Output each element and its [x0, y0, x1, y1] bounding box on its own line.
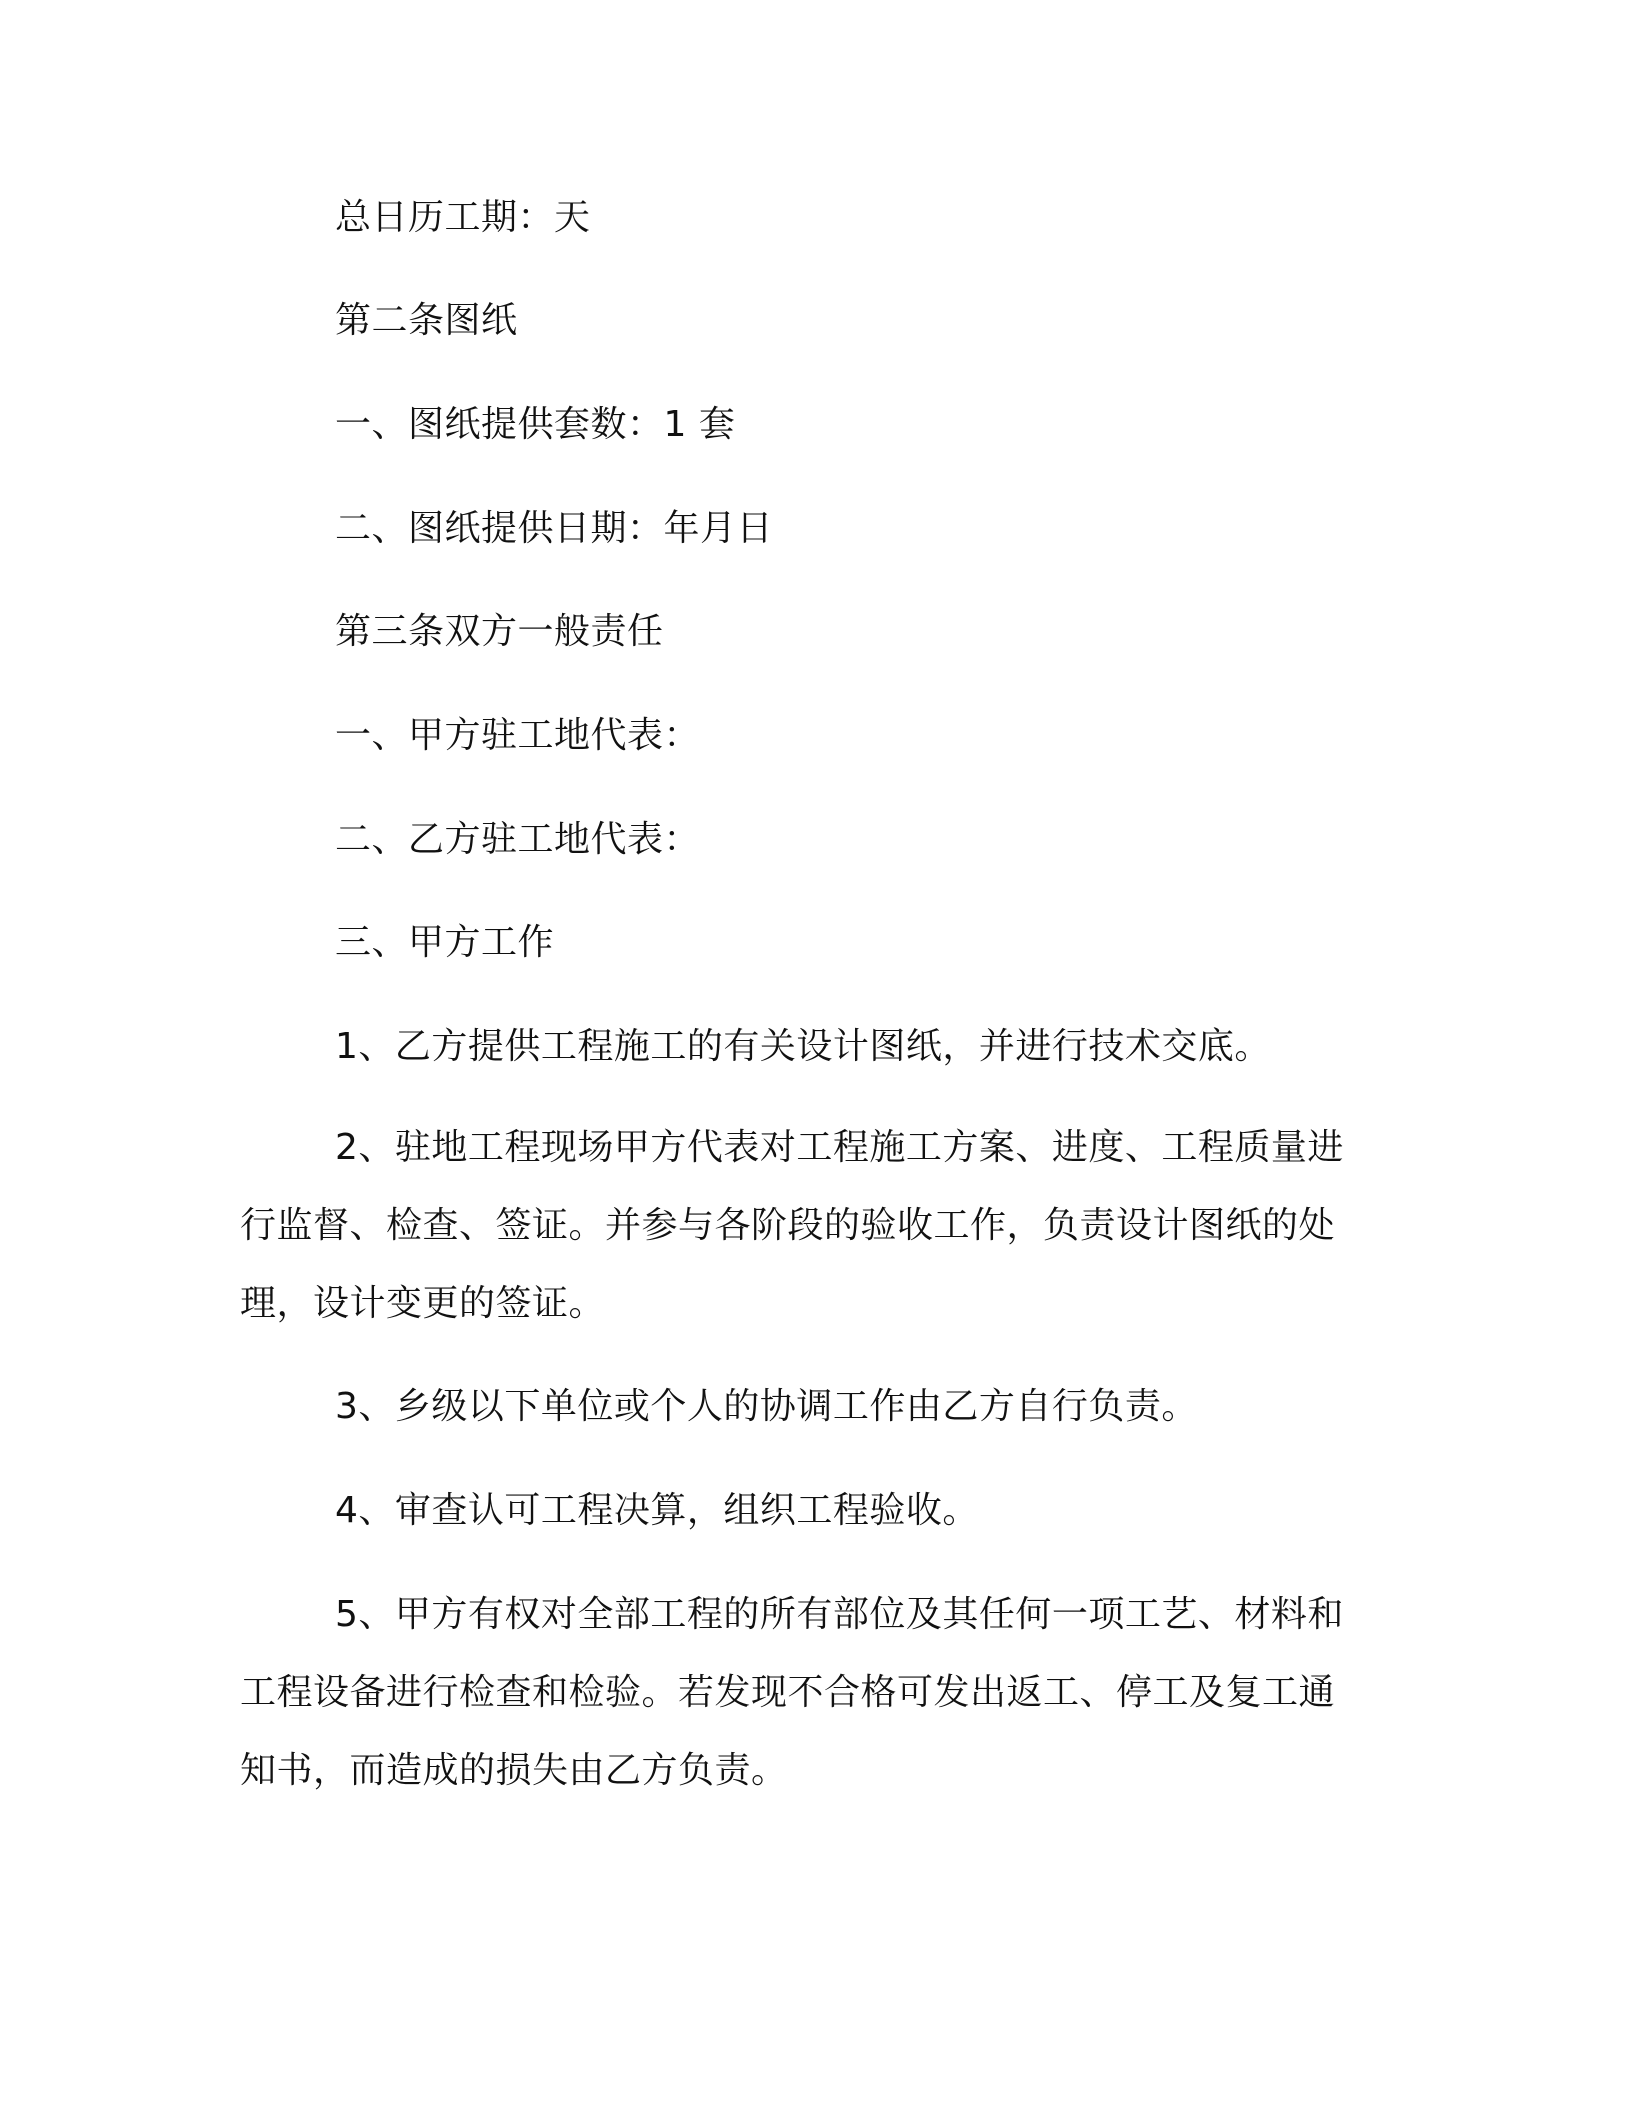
- item-5: 5、甲方有权对全部工程的所有部位及其任何一项工艺、材料和工程设备进行检查和检验。若发现不合格可发出返工、停工及复工通知书，而造成的损失由乙方负责。: [240, 1594, 1344, 1791]
- item-3: 3、乡级以下单位或个人的协调工作由乙方自行负责。: [335, 1386, 1198, 1427]
- heading-article-3-responsibilities: 第三条双方一般责任: [335, 611, 664, 652]
- line-drawing-date: 二、图纸提供日期：年月日: [335, 508, 774, 549]
- item-1: 1、乙方提供工程施工的有关设计图纸，并进行技术交底。: [335, 1026, 1271, 1067]
- item-2: 2、驻地工程现场甲方代表对工程施工方案、进度、工程质量进行监督、检查、签证。并参与各阶段的验收工作，负责设计图纸的处理，设计变更的签证。: [240, 1127, 1344, 1324]
- line-party-b-representative: 二、乙方驻工地代表：: [335, 819, 701, 860]
- line-party-a-representative: 一、甲方驻工地代表：: [335, 715, 701, 756]
- line-total-duration: 总日历工期：天: [335, 197, 591, 238]
- heading-party-a-work: 三、甲方工作: [335, 922, 555, 963]
- item-4: 4、审查认可工程决算，组织工程验收。: [335, 1490, 979, 1531]
- heading-article-2-drawings: 第二条图纸: [335, 300, 518, 341]
- line-drawing-sets: 一、图纸提供套数：1 套: [335, 404, 736, 445]
